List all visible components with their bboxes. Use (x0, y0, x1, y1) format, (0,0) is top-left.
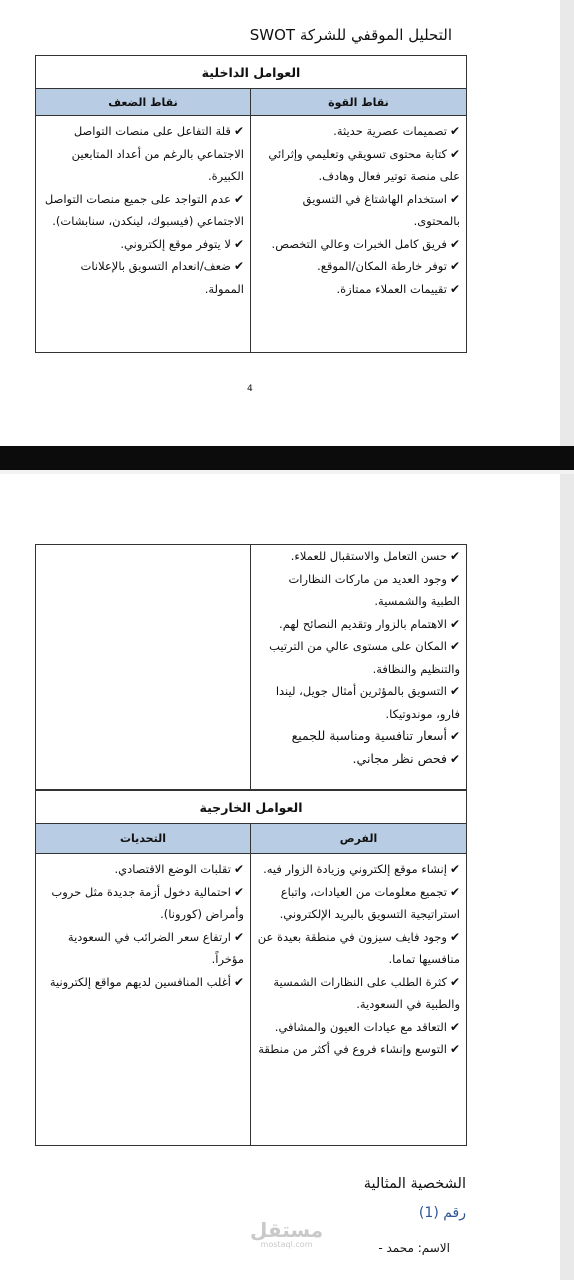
persona-name-line: الاسم: محمد - (378, 1241, 450, 1255)
list-item: ✔إنشاء موقع إلكتروني وزيادة الزوار فيه. (257, 858, 460, 881)
document-title: التحليل الموقفي للشركة SWOT (249, 26, 452, 44)
external-factors-header: العوامل الخارجية (36, 791, 467, 824)
check-mark-icon: ✔ (449, 1019, 460, 1034)
list-item: ✔تقييمات العملاء ممتازة. (257, 278, 460, 301)
list-item: ✔ارتفاع سعر الضرائب في السعودية مؤخراً. (42, 926, 244, 971)
check-mark-icon: ✔ (449, 259, 460, 273)
check-mark-icon: ✔ (449, 1042, 460, 1056)
list-item: ✔فحص نظر مجاني. (257, 748, 460, 771)
check-mark-icon: ✔ (449, 974, 460, 989)
swot-internal-table (35, 55, 467, 353)
check-mark-icon: ✔ (233, 884, 244, 899)
list-item: ✔كتابة محتوى تسويقي وتعليمي وإثرائي على منصة توتير فعال وهادف. (257, 143, 460, 188)
list-item: ✔أغلب المنافسين لديهم مواقع إلكترونية (42, 971, 244, 994)
check-mark-icon: ✔ (449, 751, 460, 766)
list-item: ✔المكان على مستوى عالي من الترتيب والتنظيم والنظافة. (257, 635, 460, 680)
list-item: ✔فريق كامل الخبرات وعالي التخصص. (257, 233, 460, 256)
check-mark-icon: ✔ (449, 862, 460, 876)
check-mark-icon: ✔ (449, 236, 460, 251)
check-mark-icon: ✔ (233, 259, 244, 273)
opportunities-header: الفرص (251, 824, 467, 854)
check-mark-icon: ✔ (449, 929, 460, 944)
strengths-cell (251, 116, 467, 353)
threats-header: التحديات (36, 824, 251, 854)
weaknesses-continued-cell (36, 545, 251, 790)
list-item: ✔تقلبات الوضع الاقتصادي. (42, 858, 244, 881)
list-item: ✔كثرة الطلب على النظارات الشمسية والطبية في السعودية. (257, 971, 460, 1016)
check-mark-icon: ✔ (233, 236, 244, 251)
list-item: ✔وجود العديد من ماركات النظارات الطبية والشمسية. (257, 568, 460, 613)
list-item: ✔التسويق بالمؤثرين أمثال جويل، ليندا فارو، موندوتيكا. (257, 680, 460, 725)
check-mark-icon: ✔ (449, 124, 460, 138)
list-item: ✔تجميع معلومات من العيادات، واتباع استراتيجية التسويق بالبريد الإلكتروني. (257, 881, 460, 926)
list-item: ✔التوسع وإنشاء فروع في أكثر من منطقة (257, 1038, 460, 1061)
threats-cell (36, 854, 251, 1146)
list-item: ✔التعاقد مع عيادات العيون والمشافي. (257, 1016, 460, 1039)
list-item: ✔استخدام الهاشتاغ في التسويق بالمحتوى. (257, 188, 460, 233)
check-mark-icon: ✔ (449, 684, 460, 698)
swot-external-table (35, 790, 467, 1146)
strengths-continued-cell (251, 545, 467, 790)
check-mark-icon: ✔ (449, 571, 460, 586)
check-mark-icon: ✔ (449, 549, 460, 563)
persona-number: رقم (1) (418, 1205, 466, 1221)
list-item: ✔احتمالية دخول أزمة جديدة مثل حروب وأمراض (كورونا). (42, 881, 244, 926)
check-mark-icon: ✔ (233, 929, 244, 944)
check-mark-icon: ✔ (233, 191, 244, 206)
check-mark-icon: ✔ (449, 191, 460, 206)
weaknesses-cell (36, 116, 251, 353)
list-item: ✔توفر خارطة المكان/الموقع. (257, 255, 460, 278)
internal-factors-header: العوامل الداخلية (36, 56, 467, 89)
check-mark-icon: ✔ (449, 884, 460, 899)
list-item: ✔الاهتمام بالزوار وتقديم النصائح لهم. (257, 613, 460, 636)
list-item: ✔عدم التواجد على جميع منصات التواصل الاجتماعي (فيسبوك، لينكدن، سنابشات). (42, 188, 244, 233)
check-mark-icon: ✔ (449, 639, 460, 653)
weaknesses-header: نقاط الضعف (36, 89, 251, 116)
scrollbar[interactable] (560, 0, 574, 1280)
strengths-header: نقاط القوة (251, 89, 467, 116)
page-gap (0, 446, 574, 470)
check-mark-icon: ✔ (449, 616, 460, 631)
page-number: 4 (247, 384, 253, 394)
list-item: ✔أسعار تنافسية ومناسبة للجميع (257, 725, 460, 748)
watermark-logo: مستقل mostaql.com (250, 1218, 324, 1249)
swot-internal-continued-table (35, 544, 467, 790)
list-item: ✔وجود فايف سيزون في منطقة بعيدة عن منافسيها تماما. (257, 926, 460, 971)
list-item: ✔تصميمات عصرية حديثة. (257, 120, 460, 143)
check-mark-icon: ✔ (233, 124, 244, 138)
opportunities-cell (251, 854, 467, 1146)
check-mark-icon: ✔ (449, 281, 460, 296)
check-mark-icon: ✔ (233, 974, 244, 989)
persona-heading: الشخصية المثالية (363, 1176, 466, 1192)
check-mark-icon: ✔ (233, 862, 244, 876)
check-mark-icon: ✔ (449, 729, 460, 743)
list-item: ✔قلة التفاعل على منصات التواصل الاجتماعي بالرغم من أعداد المتابعين الكبيرة. (42, 120, 244, 188)
list-item: ✔لا يتوفر موقع إلكتروني. (42, 233, 244, 256)
list-item: ✔ضعف/انعدام التسويق بالإعلانات الممولة. (42, 255, 244, 300)
check-mark-icon: ✔ (449, 146, 460, 161)
document-page-2 (0, 474, 560, 1280)
list-item: ✔حسن التعامل والاستقبال للعملاء. (257, 545, 460, 568)
document-page-1 (0, 0, 560, 446)
